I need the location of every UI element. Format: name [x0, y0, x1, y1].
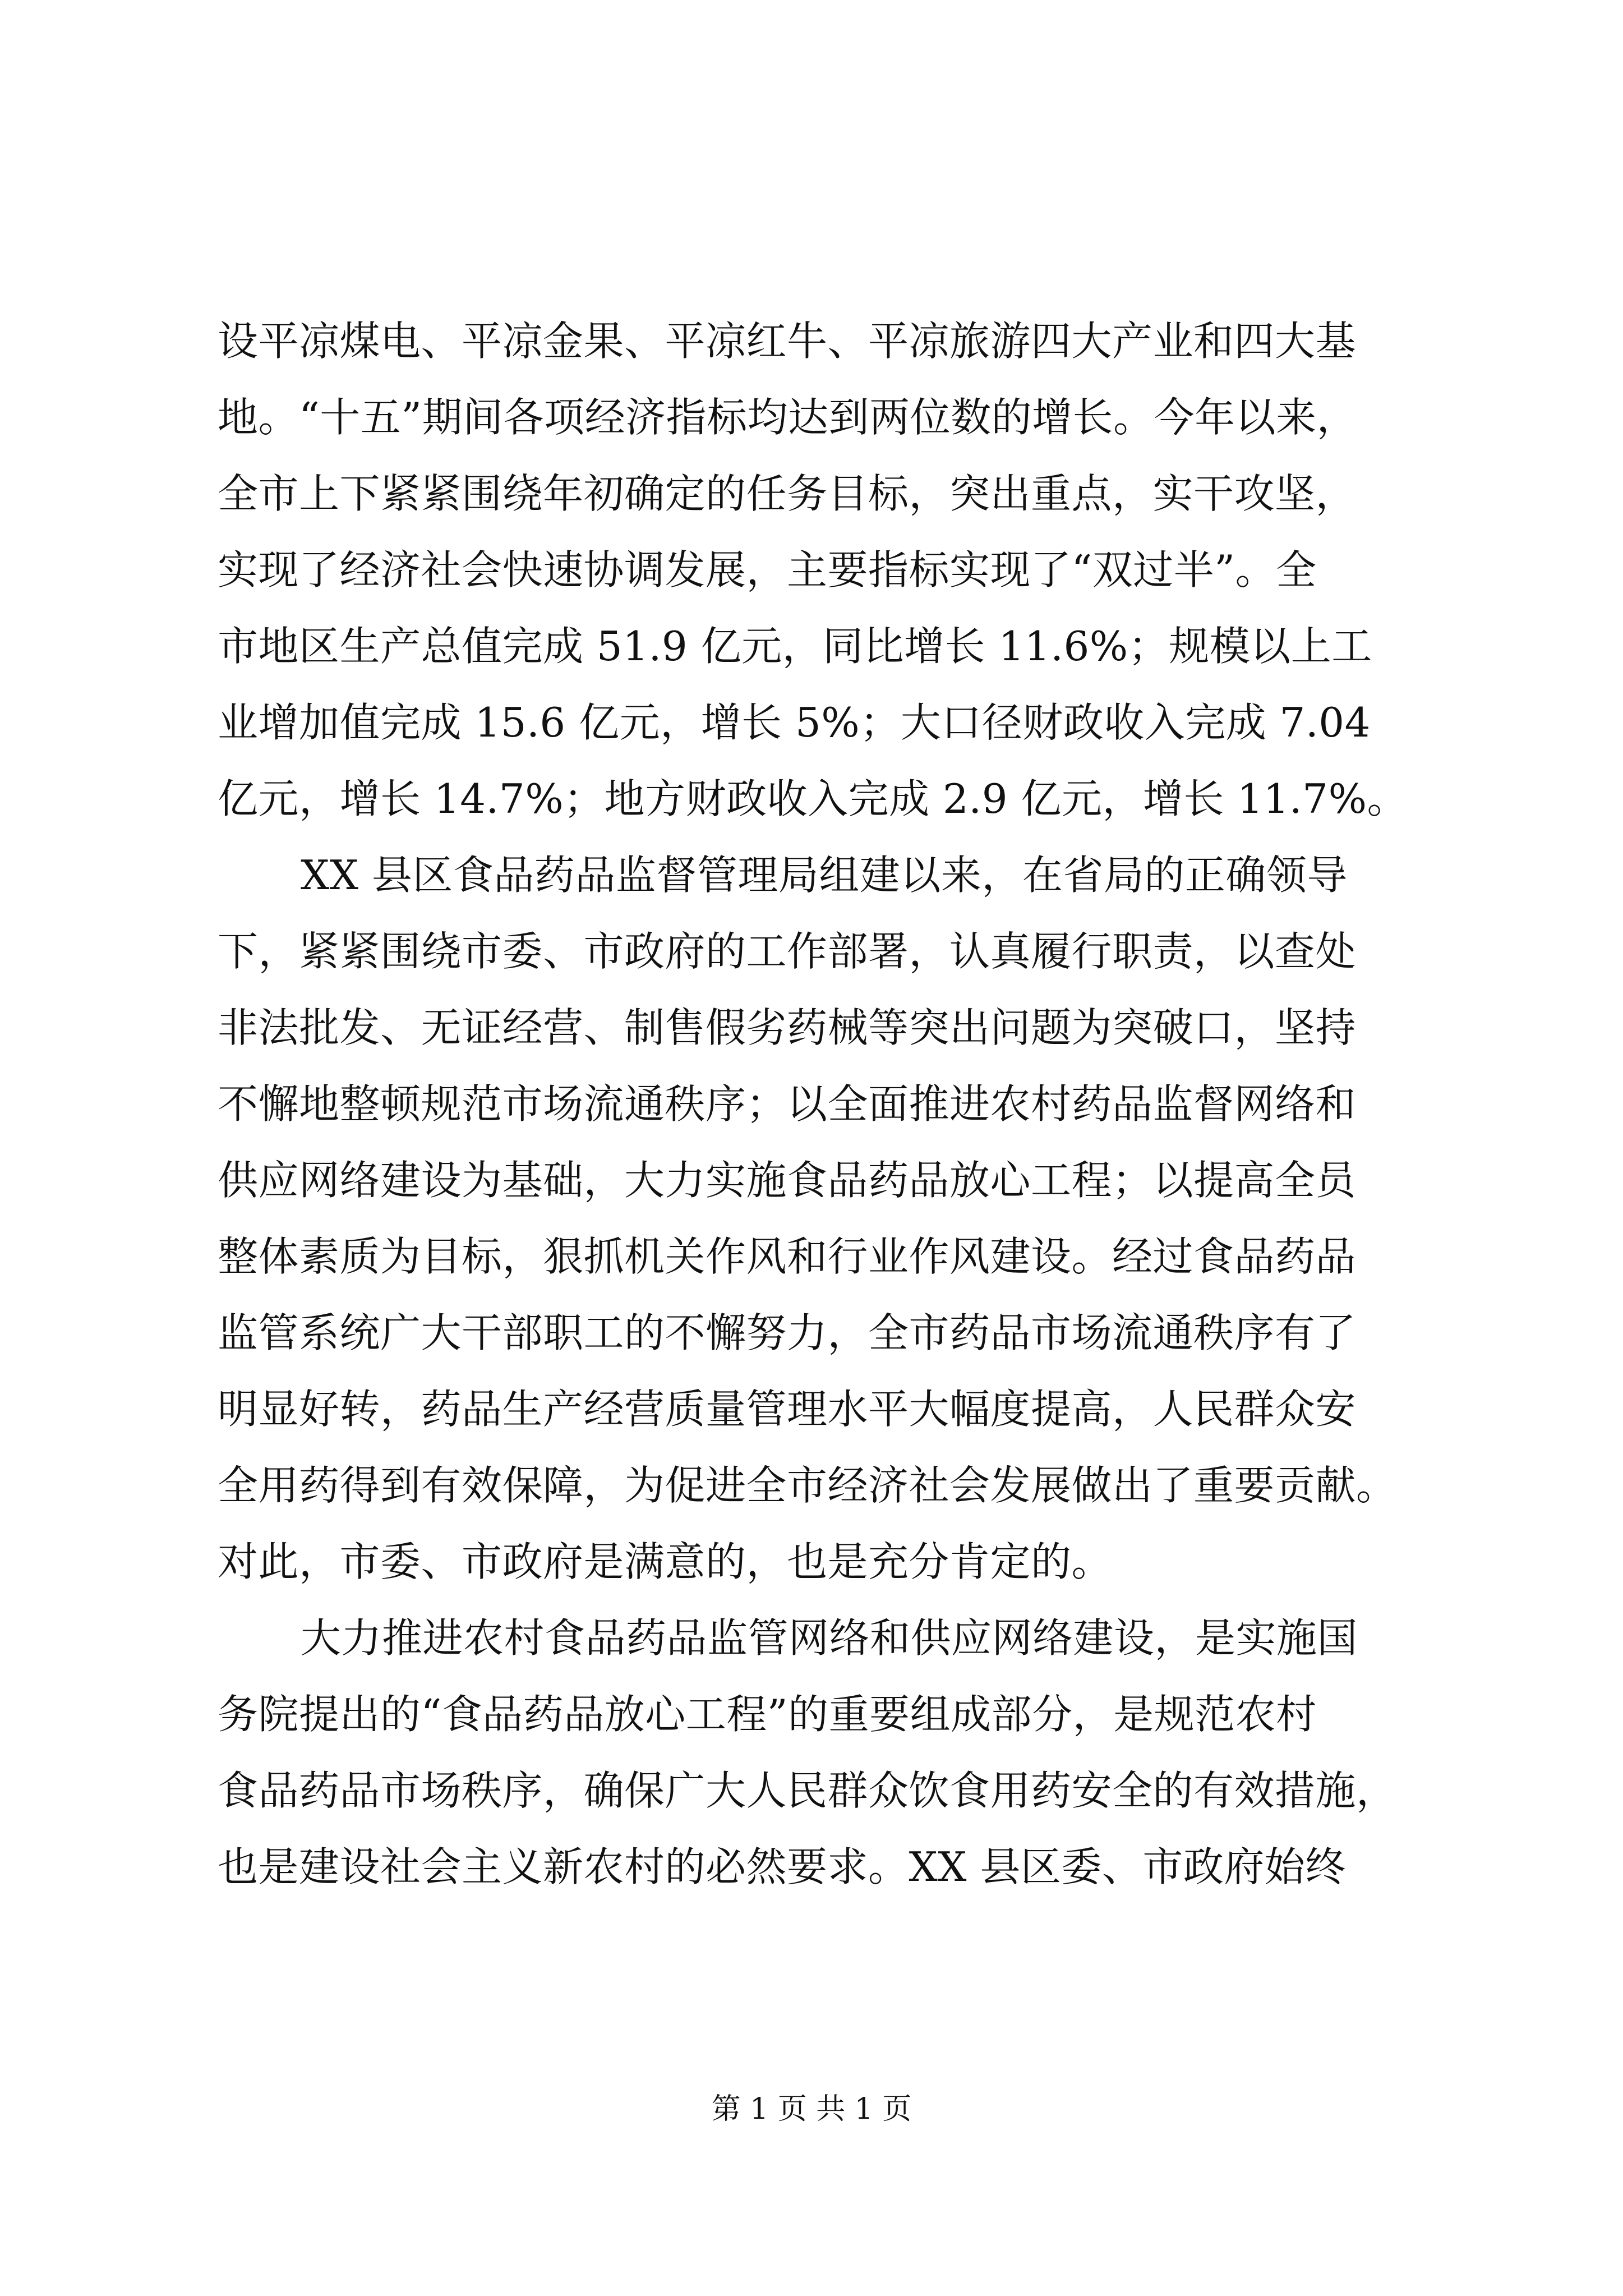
text-line: 监管系统广大干部职工的不懈努力，全市药品市场流通秩序有了 [218, 1309, 1357, 1356]
text-line: 设平凉煤电、平凉金果、平凉红牛、平凉旅游四大产业和四大基 [218, 318, 1357, 365]
text-line: 业增加值完成 15.6 亿元，增长 5%；大口径财政收入完成 7.04 [218, 699, 1371, 746]
text-line: 地。“十五”期间各项经济指标均达到两位数的增长。今年以来， [218, 394, 1358, 441]
page-footer [0, 2087, 1623, 2132]
text-line: 亿元，增长 14.7%；地方财政收入完成 2.9 亿元，增长 11.7%。 [218, 775, 1408, 822]
text-line: 对此，市委、市政府是满意的，也是充分肯定的。 [218, 1538, 1113, 1585]
text-line: 供应网络建设为基础，大力实施食品药品放心工程；以提高全员 [218, 1157, 1357, 1204]
text-line: 整体素质为目标，狠抓机关作风和行业作风建设。经过食品药品 [218, 1233, 1357, 1280]
text-line: 全市上下紧紧围绕年初确定的任务目标，突出重点，实干攻坚， [218, 470, 1357, 517]
paragraph-first-line: XX 县区食品药品监督管理局组建以来，在省局的正确领导 [301, 852, 1348, 899]
text-line: 食品药品市场秩序，确保广大人民群众饮食用药安全的有效措施， [218, 1767, 1397, 1814]
text-line: 非法批发、无证经营、制售假劣药械等突出问题为突破口，坚持 [218, 1004, 1357, 1051]
document-body [218, 303, 1429, 1905]
paragraph-first-line: 大力推进农村食品药品监管网络和供应网络建设，是实施国 [301, 1614, 1358, 1662]
page-number-label: 第 1 页 共 1 页 [711, 2092, 912, 2126]
text-line: 市地区生产总值完成 51.9 亿元，同比增长 11.6%；规模以上工 [218, 623, 1372, 670]
text-line: 务院提出的“食品药品放心工程”的重要组成部分，是规范农村 [218, 1691, 1317, 1738]
text-line: 实现了经济社会快速协调发展，主要指标实现了“双过半”。全 [218, 546, 1317, 593]
text-line: 也是建设社会主义新农村的必然要求。XX 县区委、市政府始终 [218, 1843, 1346, 1890]
text-line: 全用药得到有效保障，为促进全市经济社会发展做出了重要贡献。 [218, 1462, 1397, 1509]
text-line: 不懈地整顿规范市场流通秩序；以全面推进农村药品监督网络和 [218, 1080, 1357, 1128]
text-line: 下，紧紧围绕市委、市政府的工作部署，认真履行职责，以查处 [218, 928, 1357, 975]
text-line: 明显好转，药品生产经营质量管理水平大幅度提高，人民群众安 [218, 1386, 1357, 1433]
